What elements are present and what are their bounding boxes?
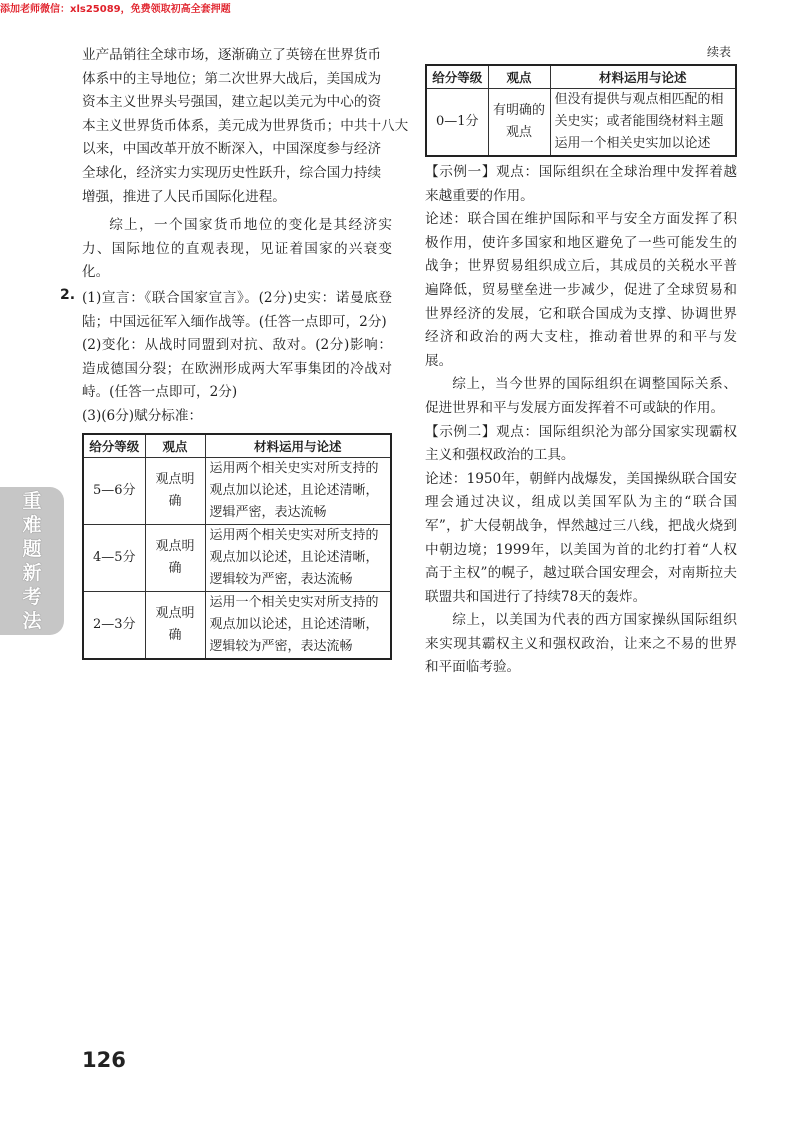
text-line: 体系中的主导地位；第二次世界大战后，美国成为 [82, 70, 382, 87]
cell-level: 0—1分 [426, 89, 488, 157]
summary-paragraph: 综上，一个国家货币地位的变化是其经济实力、国际地位的直观表现，见证着国家的兴衰变化。 [82, 217, 392, 281]
example-1-view-text: 观点：国际组织在全球治理中发挥着越来越重要的作用。 [425, 164, 738, 204]
watermark-text: 添加老师微信：xls25089，免费领取初高全套押题 [0, 4, 231, 15]
example-1-conclusion: 综上，当今世界的国际组织在调整国际关系、促进世界和平与发展方面发挥着不可或缺的作用。 [425, 376, 737, 416]
left-column [60, 44, 409, 660]
text-line: 以来，中国改革开放不断深入，中国深度参与经济 [82, 141, 382, 158]
cell-view: 有明确的观点 [488, 89, 550, 157]
side-tab-char: 重 [22, 490, 42, 512]
example-1-argument: 论述：联合国在维护国际和平与安全方面发挥了积极作用，使许多国家和地区避免了一些可能发生的战争；世界贸易组织成立后，其成员的关税水平普遍降低，贸易壁垒进一步减少，促进了全球贸易和世界经济的发展，它和联合国成为支撑、协调世界经济和政治的两大支柱，推动着世界的和平与发展。 [425, 211, 737, 369]
cell-desc: 运用两个相关史实对所支持的观点加以论述，且论述清晰，逻辑较为严密，表达流畅 [205, 524, 391, 591]
cell-desc: 但没有提供与观点相匹配的相关史实；或者能围绕材料主题运用一个相关史实加以论述 [550, 89, 736, 157]
cell-desc: 运用一个相关史实对所支持的观点加以论述，且论述清晰，逻辑较为严密，表达流畅 [205, 591, 391, 659]
header-desc: 材料运用与论述 [550, 65, 736, 89]
cell-view: 观点明确 [145, 591, 205, 659]
side-tab-char: 新 [22, 562, 42, 584]
side-tab-char: 难 [22, 514, 42, 536]
q2-part-1: (1)宣言：《联合国家宣言》。(2分)史实：诺曼底登陆；中国远征军入缅作战等。(任答一点即可，2分) [82, 289, 392, 330]
example-2-view [425, 421, 737, 468]
example-2-conclusion: 综上，以美国为代表的西方国家操纵国际组织来实现其霸权主义和强权政治，让来之不易的世界和平面临考验。 [425, 612, 737, 676]
table-row [83, 457, 391, 524]
table-row [83, 591, 391, 659]
question-2-answer [60, 286, 392, 429]
answer-paragraph-1 [82, 44, 409, 209]
scoring-table-continued [425, 64, 737, 157]
chapter-side-tab [0, 487, 64, 635]
cell-view: 观点明确 [145, 524, 205, 591]
side-tab-char: 法 [22, 610, 42, 632]
header-desc: 材料运用与论述 [205, 434, 391, 458]
cell-desc: 运用两个相关史实对所支持的观点加以论述，且论述清晰，逻辑严密，表达流畅 [205, 457, 391, 524]
q2-part-3-label: (3)(6分)赋分标准： [82, 407, 203, 424]
example-2-view-text: 观点：国际组织沦为部分国家实现霸权主义和强权政治的工具。 [425, 423, 738, 464]
header-view: 观点 [488, 65, 550, 89]
text-line: 增强，推进了人民币国际化进程。 [82, 188, 286, 205]
scoring-table [82, 433, 392, 660]
header-view: 观点 [145, 434, 205, 458]
header-level: 给分等级 [83, 434, 145, 458]
text-line: 业产品销往全球市场，逐渐确立了英镑在世界货币 [82, 47, 382, 63]
table-header-row [83, 434, 391, 458]
side-tab-char: 题 [22, 538, 42, 560]
continued-table-label: 续表 [706, 45, 731, 59]
text-line: 本主义世界货币体系，美元成为世界货币；中共十八大 [82, 117, 409, 134]
text-line: 资本主义世界头号强国，建立起以美元为中心的资 [82, 94, 382, 111]
q2-part-2: (2)变化：从战时同盟到对抗、敌对。(2分)影响：造成德国分裂；在欧洲形成两大军事集团的冷战对峙。(任答一点即可，2分) [82, 337, 392, 401]
page-number: 126 [82, 1048, 126, 1072]
table-row [426, 89, 736, 157]
example-1-title: 【示例一】 [425, 164, 497, 180]
example-2-argument: 论述：1950年，朝鲜内战爆发，美国操纵联合国安理会通过决议，组成以美国军队为主的“联合国军”，扩大侵朝战争，悍然越过三八线，把战火烧到中朝边境；1999年，以美国为首的北约打着“人权高于主权”的幌子，越过联合国安理会，对南斯拉夫联盟共和国进行了持续78天的轰炸。 [425, 470, 737, 605]
right-column [425, 44, 737, 680]
cell-level: 4—5分 [83, 524, 145, 591]
table-row [83, 524, 391, 591]
text-line: 全球化，经济实力实现历史性跃升，综合国力持续 [82, 164, 382, 181]
example-2-title: 【示例二】 [425, 423, 497, 440]
question-number: 2. [60, 286, 76, 303]
example-1-view [425, 161, 737, 208]
cell-level: 2—3分 [83, 591, 145, 659]
table-header-row [426, 65, 736, 89]
cell-level: 5—6分 [83, 457, 145, 524]
header-level: 给分等级 [426, 65, 488, 89]
cell-view: 观点明确 [145, 457, 205, 524]
side-tab-char: 考 [22, 586, 42, 608]
